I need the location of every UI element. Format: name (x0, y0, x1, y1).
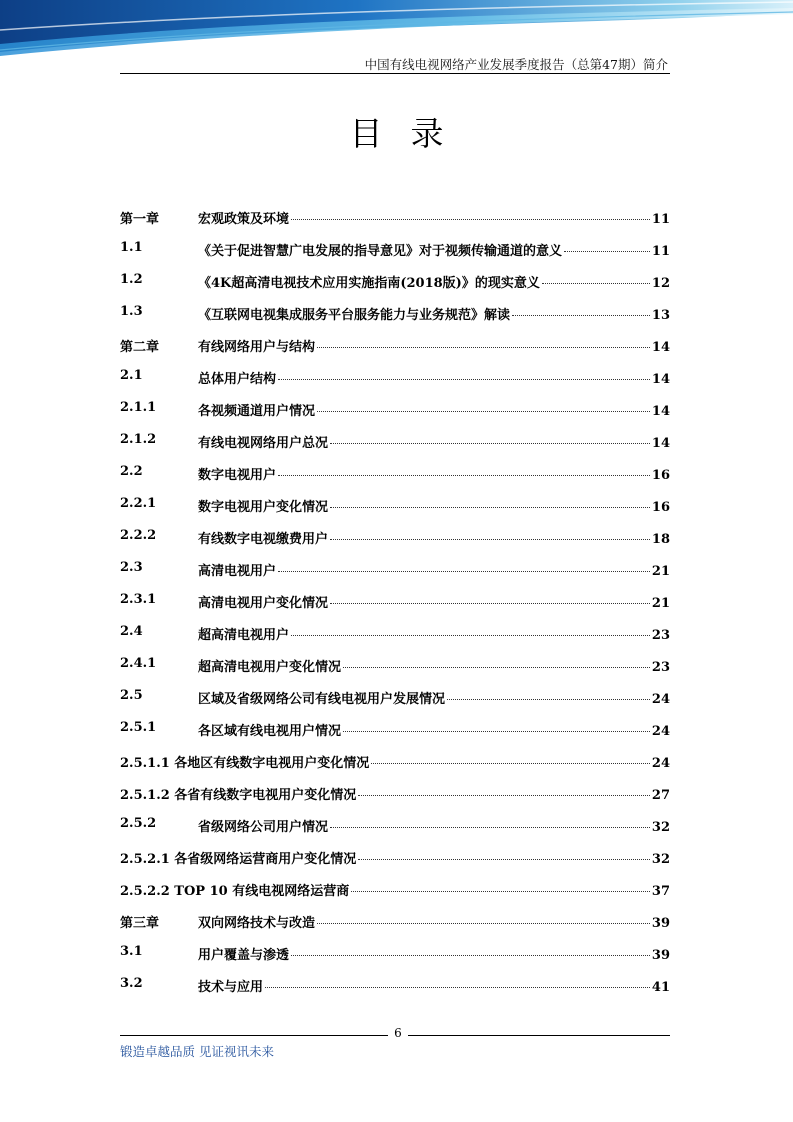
toc-entry-line (198, 688, 670, 707)
toc-entry[interactable] (120, 205, 670, 237)
toc-entry[interactable] (120, 301, 670, 333)
toc-entry-number: 2.2.1 (120, 496, 157, 511)
toc-entry-title: 2.5.2.2 TOP 10 有线电视网络运营商 (120, 884, 350, 899)
toc-entry[interactable] (120, 333, 670, 365)
toc-entry[interactable] (120, 557, 670, 589)
toc-entry-line (198, 976, 670, 995)
toc-dot-leader (317, 923, 650, 924)
toc-entry-page: 16 (651, 500, 670, 515)
toc-entry-title: 《关于促进智慧广电发展的指导意见》对于视频传输通道的意义 (198, 244, 563, 259)
toc-entry-number: 2.4.1 (120, 656, 157, 671)
toc-dot-leader (291, 219, 650, 220)
report-title: 中国有线电视网络产业发展季度报告（总第47期）简介 (364, 57, 668, 72)
toc-entry-line (198, 528, 670, 547)
toc-entry-title: 超高清电视用户 (198, 628, 290, 643)
toc-dot-leader (330, 507, 650, 508)
footer-rule-left (120, 1035, 388, 1036)
toc-entry[interactable] (120, 973, 670, 1005)
toc-entry-title: 有线电视网络用户总况 (198, 436, 329, 451)
toc-entry[interactable] (120, 717, 670, 749)
toc-entry-number: 3.1 (120, 944, 143, 959)
toc-entry-title: 高清电视用户 (198, 564, 277, 579)
toc-entry-line (198, 592, 670, 611)
table-of-contents (120, 205, 670, 1005)
toc-entry-number: 2.1.2 (120, 432, 157, 447)
toc-entry-number: 1.3 (120, 304, 143, 319)
toc-entry-line (198, 560, 670, 579)
toc-dot-leader (278, 379, 650, 380)
toc-entry[interactable] (120, 781, 670, 813)
toc-entry-line (198, 304, 670, 323)
toc-entry-page: 24 (651, 724, 670, 739)
toc-entry-number: 第三章 (120, 916, 160, 931)
toc-entry[interactable] (120, 877, 670, 909)
toc-entry-line (198, 400, 670, 419)
toc-dot-leader (317, 411, 650, 412)
toc-entry-number: 1.2 (120, 272, 143, 287)
toc-entry-page: 24 (651, 756, 670, 771)
toc-entry-page: 21 (651, 596, 670, 611)
toc-dot-leader (265, 987, 650, 988)
toc-entry-title: 宏观政策及环境 (198, 212, 290, 227)
toc-entry-number: 2.5 (120, 688, 143, 703)
toc-entry-page: 11 (651, 244, 670, 259)
toc-entry-line (198, 912, 670, 931)
toc-entry-title: 省级网络公司用户情况 (198, 820, 329, 835)
toc-entry-page: 21 (651, 564, 670, 579)
toc-entry-line (120, 848, 670, 867)
toc-entry-title: 2.5.2.1 各省级网络运营商用户变化情况 (120, 852, 357, 867)
toc-entry-page: 39 (651, 916, 670, 931)
toc-entry[interactable] (120, 653, 670, 685)
toc-entry-line (198, 656, 670, 675)
toc-entry-title: 各区域有线电视用户情况 (198, 724, 342, 739)
toc-entry-title: 数字电视用户变化情况 (198, 500, 329, 515)
toc-entry-page: 37 (651, 884, 670, 899)
page-number: 6 (394, 1026, 402, 1040)
toc-entry-number: 1.1 (120, 240, 143, 255)
toc-dot-leader (512, 315, 650, 316)
toc-entry-title: 总体用户结构 (198, 372, 277, 387)
toc-entry-number: 2.1.1 (120, 400, 157, 415)
footer-rule-right (408, 1035, 670, 1036)
toc-entry-page: 27 (651, 788, 670, 803)
toc-entry-page: 14 (651, 404, 670, 419)
toc-entry-page: 13 (651, 308, 670, 323)
toc-entry-page: 14 (651, 372, 670, 387)
toc-entry-number: 3.2 (120, 976, 143, 991)
toc-entry-page: 24 (651, 692, 670, 707)
toc-entry[interactable] (120, 365, 670, 397)
toc-entry-title: 有线数字电视缴费用户 (198, 532, 329, 547)
toc-entry-line (198, 368, 670, 387)
toc-entry-line (198, 464, 670, 483)
toc-entry[interactable] (120, 685, 670, 717)
toc-dot-leader (343, 667, 650, 668)
toc-entry[interactable] (120, 429, 670, 461)
toc-entry-number: 第一章 (120, 212, 160, 227)
toc-entry-number: 2.5.1 (120, 720, 157, 735)
toc-dot-leader (330, 539, 650, 540)
toc-entry[interactable] (120, 589, 670, 621)
toc-entry-page: 39 (651, 948, 670, 963)
toc-dot-leader (358, 795, 650, 796)
toc-entry-number: 2.2 (120, 464, 143, 479)
toc-entry-title: 2.5.1.1 各地区有线数字电视用户变化情况 (120, 756, 370, 771)
toc-entry[interactable] (120, 525, 670, 557)
toc-entry-number: 2.5.2 (120, 816, 157, 831)
toc-entry-line (120, 752, 670, 771)
toc-entry-title: 双向网络技术与改造 (198, 916, 316, 931)
toc-entry-title: 高清电视用户变化情况 (198, 596, 329, 611)
header-banner (0, 0, 793, 60)
toc-dot-leader (330, 603, 650, 604)
toc-dot-leader (343, 731, 650, 732)
toc-entry-line (198, 240, 670, 259)
toc-entry-title: 技术与应用 (198, 980, 264, 995)
toc-entry-line (198, 944, 670, 963)
toc-entry-number: 2.2.2 (120, 528, 157, 543)
toc-entry-page: 11 (651, 212, 670, 227)
toc-entry-title: 区域及省级网络公司有线电视用户发展情况 (198, 692, 446, 707)
toc-dot-leader (447, 699, 650, 700)
toc-entry-title: 各视频通道用户情况 (198, 404, 316, 419)
toc-entry[interactable] (120, 749, 670, 781)
toc-entry-title: 有线网络用户与结构 (198, 340, 316, 355)
toc-entry-number: 2.4 (120, 624, 143, 639)
toc-entry-number: 2.3.1 (120, 592, 157, 607)
toc-entry-line (198, 208, 670, 227)
toc-dot-leader (542, 283, 650, 284)
toc-entry-line (198, 816, 670, 835)
toc-dot-leader (564, 251, 650, 252)
toc-entry-line (198, 272, 670, 291)
toc-entry-line (120, 880, 670, 899)
toc-dot-leader (291, 635, 650, 636)
toc-entry-title: 用户覆盖与渗透 (198, 948, 290, 963)
toc-entry[interactable] (120, 941, 670, 973)
toc-entry[interactable] (120, 813, 670, 845)
toc-dot-leader (330, 827, 650, 828)
toc-dot-leader (358, 859, 650, 860)
toc-title: 目录 (349, 114, 472, 153)
toc-entry-page: 32 (651, 820, 670, 835)
toc-entry-page: 14 (651, 340, 670, 355)
toc-entry-line (198, 624, 670, 643)
toc-entry-title: 数字电视用户 (198, 468, 277, 483)
toc-entry-line (198, 432, 670, 451)
toc-entry[interactable] (120, 461, 670, 493)
header-rule (120, 73, 670, 74)
toc-entry[interactable] (120, 909, 670, 941)
toc-entry-page: 12 (651, 276, 670, 291)
toc-entry-title: 超高清电视用户变化情况 (198, 660, 342, 675)
toc-entry[interactable] (120, 845, 670, 877)
toc-entry-page: 41 (651, 980, 670, 995)
toc-dot-leader (291, 955, 650, 956)
toc-entry-number: 2.1 (120, 368, 143, 383)
toc-entry-number: 第二章 (120, 340, 160, 355)
toc-entry-line (120, 784, 670, 803)
toc-entry-page: 23 (651, 660, 670, 675)
toc-dot-leader (278, 571, 650, 572)
toc-entry[interactable] (120, 269, 670, 301)
toc-entry-page: 18 (651, 532, 670, 547)
toc-entry-page: 16 (651, 468, 670, 483)
footer-slogan: 锻造卓越品质 见证视讯未来 (120, 1044, 274, 1059)
toc-entry[interactable] (120, 493, 670, 525)
toc-dot-leader (317, 347, 650, 348)
toc-entry-title: 2.5.1.2 各省有线数字电视用户变化情况 (120, 788, 357, 803)
toc-entry[interactable] (120, 621, 670, 653)
toc-dot-leader (351, 891, 650, 892)
toc-entry-line (198, 496, 670, 515)
toc-entry[interactable] (120, 237, 670, 269)
toc-entry-page: 23 (651, 628, 670, 643)
toc-entry-page: 32 (651, 852, 670, 867)
toc-dot-leader (278, 475, 650, 476)
toc-entry-title: 《4K超高清电视技术应用实施指南(2018版)》的现实意义 (198, 276, 540, 291)
toc-entry-line (198, 720, 670, 739)
toc-entry-page: 14 (651, 436, 670, 451)
toc-entry[interactable] (120, 397, 670, 429)
toc-dot-leader (371, 763, 650, 764)
toc-dot-leader (330, 443, 650, 444)
toc-entry-number: 2.3 (120, 560, 143, 575)
toc-entry-line (198, 336, 670, 355)
toc-entry-title: 《互联网电视集成服务平台服务能力与业务规范》解读 (198, 308, 511, 323)
